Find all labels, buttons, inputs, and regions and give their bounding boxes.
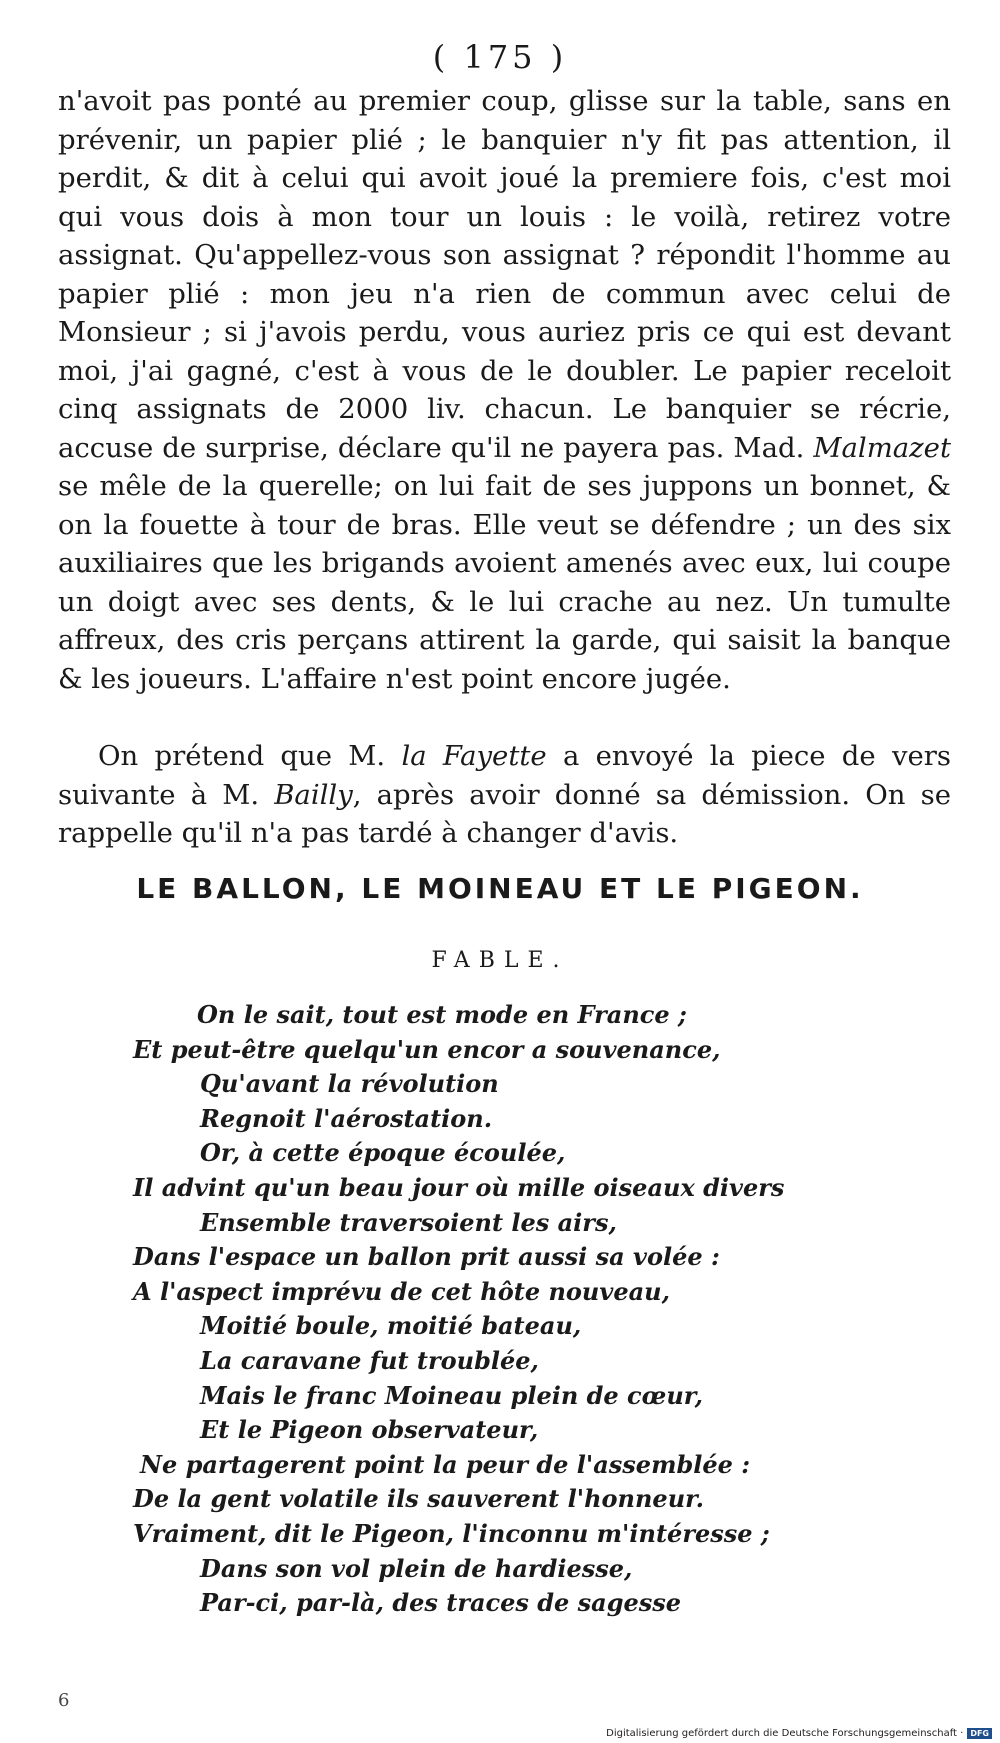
verse-line: Par-ci, par-là, des traces de sagesse <box>200 1588 682 1618</box>
verse-line: Et le Pigeon observateur, <box>200 1415 539 1445</box>
paragraph-1-text: n'avoit pas ponté au premier coup, glisse sur la table, sans en prévenir, un papier plié ; le banquier n'y fit pas attention, il perdit, & dit à celui qui avoit joué la premiere fois, c'est moi qui vous dois à mon tour un louis : le voilà, retirez votre assignat. Qu'appellez-vous son assignat ? répondit l'homme au papier plié : mon jeu n'a rien de commun avec celui de Monsieur ; si j'avois perdu, vous auriez pris ce qui est devant moi, j'ai gagné, c'est à vous de le doubler. Le papier receloit cinq assignats de 2000 liv. chacun. Le banquier se récrie, accuse de surprise, déclare qu'il ne payera pas. Mad. <box>58 85 951 464</box>
paragraph-1-rest: se mêle de la querelle; on lui fait de ses juppons un bonnet, & on la fouette à tour de bras. Elle veut se défendre ; un des six auxiliaires que les brigands avoient amenés avec eux, lui coupe un doigt avec ses dents, & le lui crache au nez. Un tumulte affreux, des cris perçans attirent la garde, qui saisit la banque & les joueurs. L'affaire n'est point encore jugée. <box>58 470 951 695</box>
paragraph-1 <box>58 82 951 698</box>
verse-line: A l'aspect imprévu de cet hôte nouveau, <box>133 1276 670 1306</box>
name-bailly: Bailly <box>274 778 353 811</box>
paragraph-2-middle: a envoyé la piece de vers suivante à M. <box>58 740 952 811</box>
verse-line: Vraiment, dit le Pigeon, l'inconnu m'intéresse ; <box>133 1518 770 1548</box>
verse-line: Dans l'espace un ballon prit aussi sa volée : <box>133 1242 720 1272</box>
dfg-logo: DFG <box>967 1728 992 1739</box>
verse-line: Or, à cette époque écoulée, <box>200 1138 566 1168</box>
name-malmazet: Malmazet <box>813 431 951 464</box>
verse-line: Ensemble traversoient les airs, <box>200 1207 617 1237</box>
verse-line: Dans son vol plein de hardiesse, <box>200 1553 633 1583</box>
verse-line: Regnoit l'aérostation. <box>200 1103 493 1133</box>
signature-mark: 6 <box>58 1690 70 1711</box>
page-number: ( 175 ) <box>432 38 568 76</box>
paragraph-2 <box>58 737 951 853</box>
name-la-fayette: la Fayette <box>401 740 547 772</box>
verse-line: Moitié boule, moitié bateau, <box>200 1311 582 1341</box>
fable-subtitle: FABLE. <box>431 948 569 973</box>
verse-line: Et peut-être quelqu'un encor a souvenance, <box>133 1034 721 1064</box>
verse-line: Il advint qu'un beau jour où mille oiseaux divers <box>133 1172 785 1202</box>
verse-line: On le sait, tout est mode en France ; <box>197 1000 687 1029</box>
fable-verses <box>0 998 1000 1621</box>
paragraph-2-start: On prétend que M. <box>98 740 386 772</box>
digitization-credit <box>606 1728 992 1739</box>
verse-line: Qu'avant la révolution <box>200 1069 499 1099</box>
paragraph-2-end: , après avoir donné sa démission. On se rappelle qu'il n'a pas tardé à changer d'avis. <box>58 778 951 849</box>
verse-line: Ne partagerent point la peur de l'assemblée : <box>140 1449 751 1479</box>
verse-line: Mais le franc Moineau plein de cœur, <box>200 1380 704 1410</box>
verse-line: De la gent volatile ils sauverent l'honneur. <box>133 1484 704 1514</box>
verse-line: La caravane fut troublée, <box>200 1345 539 1375</box>
credit-text: Digitalisierung gefördert durch die Deutsche Forschungsgemeinschaft · <box>606 1728 964 1739</box>
fable-title: LE BALLON, LE MOINEAU ET LE PIGEON. <box>136 872 864 905</box>
